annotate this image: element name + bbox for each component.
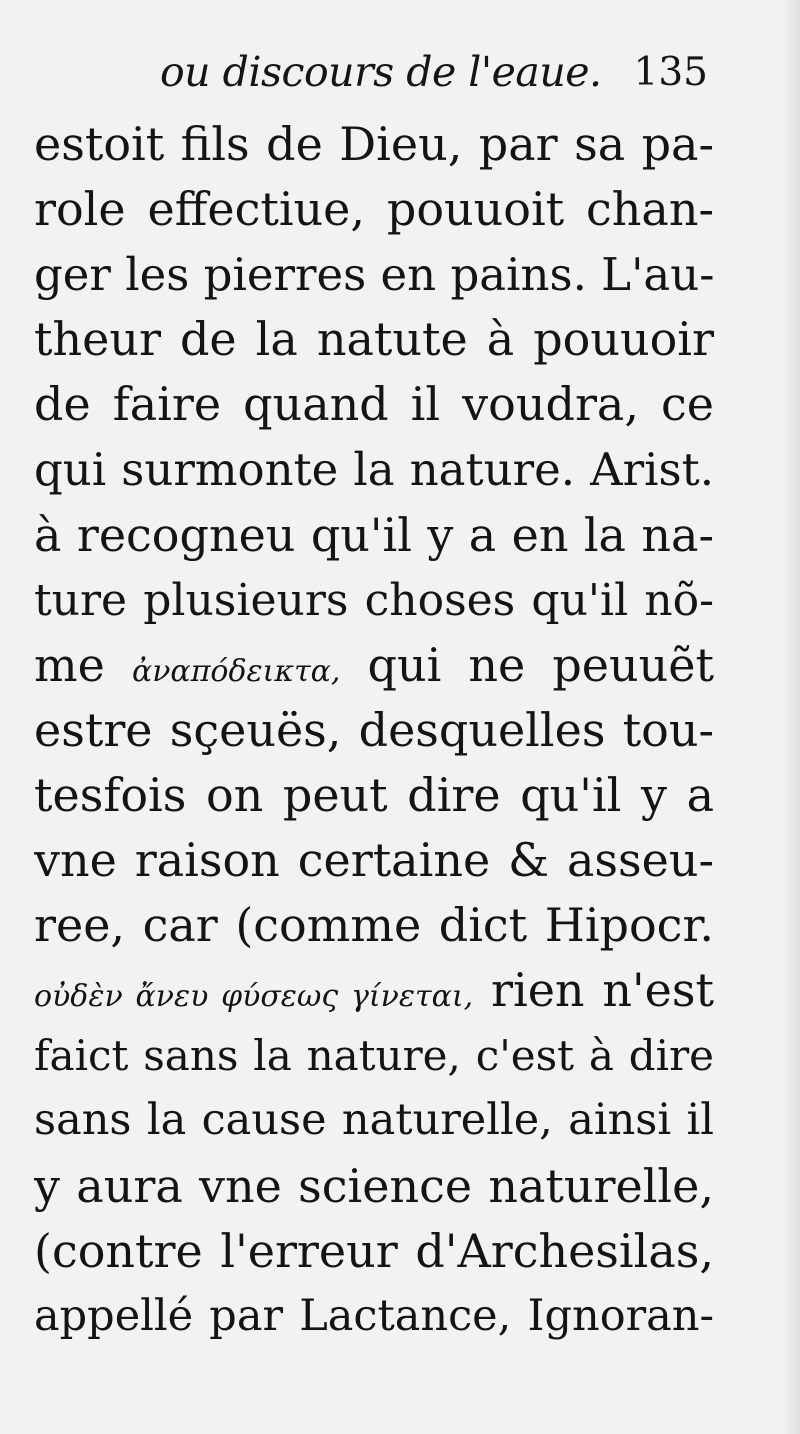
text-line-greek [34, 633, 714, 698]
greek-phrase: ἀναπόδεικτα, [131, 653, 341, 689]
text-line: appellé par Lactance, Ignoran- [34, 1290, 714, 1341]
text-line: theur de la natute à pouuoir [34, 312, 714, 367]
text-line: role effectiue, pouuoit chan- [34, 182, 714, 237]
text-line: estoit fils de Dieu, par sa pa- [34, 117, 714, 171]
page-header [160, 44, 720, 104]
text-line-greek [34, 958, 714, 1023]
text-line: de faire quand il voudra, ce [34, 377, 714, 432]
line-text: qui ne peuuẽt [340, 637, 714, 692]
text-line: ger les pierres en pains. L'au- [34, 248, 714, 302]
text-line: ture plusieurs choses qu'il nõ- [34, 574, 714, 626]
text-line: faict sans la nature, c'est à dire [34, 1031, 714, 1081]
line-prefix: me [34, 637, 132, 692]
text-line: sans la cause naturelle, ainsi il [34, 1095, 714, 1146]
line-text: rien n'est [473, 963, 714, 1018]
text-line: estre sçeuës, desquelles tou- [34, 702, 714, 757]
text-line: qui surmonte la nature. Arist. [34, 443, 714, 497]
text-line: y aura vne science naturelle, [34, 1158, 714, 1213]
greek-phrase: οὐδὲν ἄνευ φύσεως γίνεται, [34, 979, 474, 1015]
page-number: 135 [633, 50, 708, 95]
running-title: ou discours de l'eaue. [160, 48, 602, 96]
text-line: à recogneu qu'il y a en la na- [34, 507, 714, 562]
text-line: vne raison certaine & asseu- [34, 833, 714, 888]
text-line: ree, car (comme dict Hipocr. [34, 898, 714, 953]
body-text [34, 112, 714, 1349]
text-line: (contre l'erreur d'Archesilas, [34, 1223, 714, 1278]
text-line: tesfois on peut dire qu'il y a [34, 767, 714, 822]
